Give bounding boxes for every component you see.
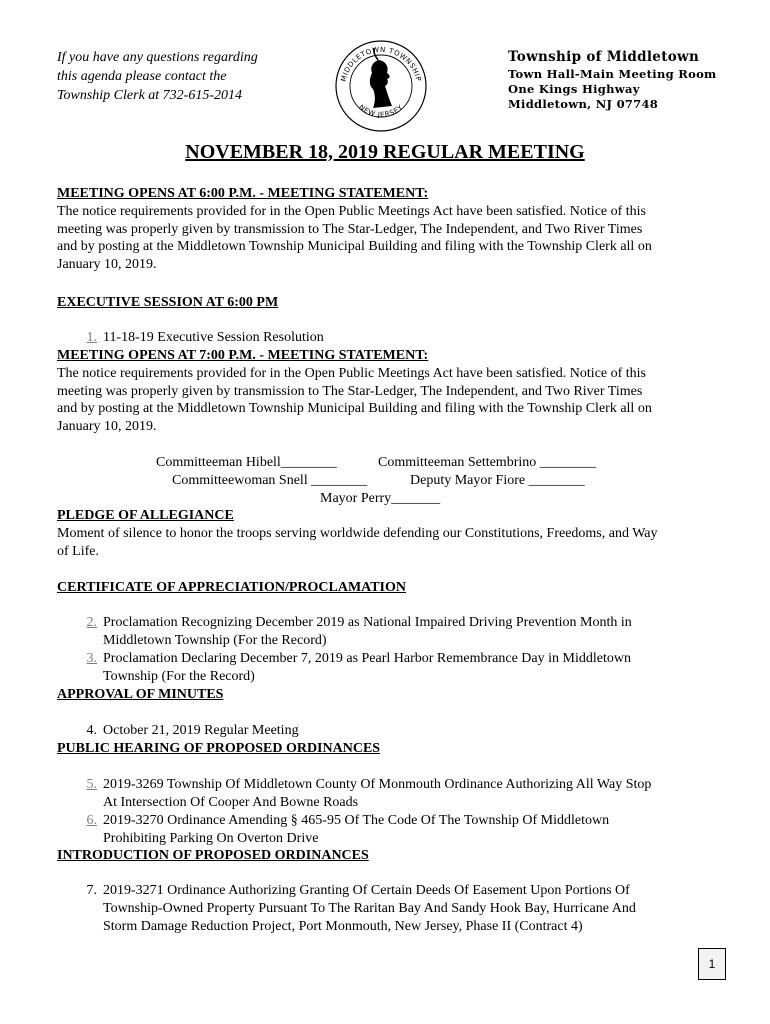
section-heading: MEETING OPENS AT 7:00 P.M. - MEETING STATEMENT: xyxy=(57,348,429,363)
meeting-title: NOVEMBER 18, 2019 REGULAR MEETING xyxy=(185,141,585,163)
statement-line: The notice requirements provided for in the Open Public Meetings Act have been satisfied. Notice of this xyxy=(57,203,647,219)
section-heading: INTRODUCTION OF PROPOSED ORDINANCES xyxy=(57,848,369,863)
roll-call-hibell: Committeeman Hibell________ xyxy=(156,455,337,470)
agenda-item-number[interactable]: 2. xyxy=(86,615,97,630)
page-number-badge xyxy=(698,948,726,980)
address-line: Town Hall-Main Meeting Room xyxy=(508,67,717,81)
seal-bottom-text: NEW JERSEY xyxy=(357,103,405,119)
agenda-item-number[interactable]: 1. xyxy=(86,330,97,345)
statement-line: meeting was properly given by transmission to The Star-Ledger, The Independent, and Two River Times xyxy=(57,221,643,237)
roll-call-settembrino: Committeeman Settembrino ________ xyxy=(378,455,596,470)
roll-call-row xyxy=(0,490,770,508)
agenda-item-text: Prohibiting Parking On Overton Drive xyxy=(103,830,319,846)
section-heading: APPROVAL OF MINUTES xyxy=(57,687,224,702)
pledge-line: Moment of silence to honor the troops serving worldwide defending our Constitutions, Freedoms, and Way xyxy=(57,525,658,541)
roll-call-perry: Mayor Perry_______ xyxy=(320,491,441,506)
page-number: 1 xyxy=(708,957,716,971)
roll-call-fiore: Deputy Mayor Fiore ________ xyxy=(410,473,585,488)
agenda-item-text: At Intersection Of Cooper And Bowne Roads xyxy=(103,794,359,810)
executive-session xyxy=(57,294,727,312)
agenda-item-text: Township (For the Record) xyxy=(103,668,255,684)
agenda-item-text: Storm Damage Reduction Project, Port Monmouth, New Jersey, Phase II (Contract 4) xyxy=(103,918,583,934)
roll-call-row xyxy=(0,472,770,490)
section-heading: PLEDGE OF ALLEGIANCE xyxy=(57,508,234,523)
agenda-item-text: 2019-3270 Ordinance Amending § 465-95 Of The Code Of The Township Of Middletown xyxy=(103,813,610,828)
roll-call-row xyxy=(0,454,770,472)
section-heading: MEETING OPENS AT 6:00 P.M. - MEETING STATEMENT: xyxy=(57,186,429,201)
contact-line: Township Clerk at 732-615-2014 xyxy=(57,88,242,103)
agenda-item-text: Township-Owned Property Pursuant To The Raritan Bay And Sandy Hook Bay, Hurricane And xyxy=(103,900,636,916)
township-address-block xyxy=(508,48,758,112)
section-heading: CERTIFICATE OF APPRECIATION/PROCLAMATION xyxy=(57,580,407,595)
statement-line: January 10, 2019. xyxy=(57,419,157,435)
certificate-section xyxy=(57,579,727,597)
statement-line: January 10, 2019. xyxy=(57,257,157,273)
address-line: Middletown, NJ 07748 xyxy=(508,97,659,111)
agenda-item-number[interactable]: 3. xyxy=(86,651,97,666)
agenda-item-text: Proclamation Recognizing December 2019 as National Impaired Driving Prevention Month in xyxy=(103,615,632,630)
contact-note xyxy=(57,48,327,105)
agenda-item-text: 2019-3271 Ordinance Authorizing Granting Of Certain Deeds Of Easement Upon Portions Of xyxy=(103,883,630,898)
public-hearing-section xyxy=(57,740,727,758)
introduction-section xyxy=(57,847,727,865)
agenda-item-number: 7. xyxy=(86,883,97,898)
statement-line: and by posting at the Middletown Township Municipal Building and filing with the Township Clerk all on xyxy=(57,401,652,417)
statement-line: The notice requirements provided for in the Open Public Meetings Act have been satisfied. Notice of this xyxy=(57,365,647,381)
minutes-section xyxy=(57,686,727,704)
township-name: Township of Middletown xyxy=(508,49,700,65)
pledge-section xyxy=(57,507,727,560)
section-heading: PUBLIC HEARING OF PROPOSED ORDINANCES xyxy=(57,741,381,756)
township-seal-logo xyxy=(329,36,433,136)
page-title xyxy=(0,140,770,164)
meeting-statement-600 xyxy=(57,185,727,274)
statement-line: and by posting at the Middletown Township Municipal Building and filing with the Township Clerk all on xyxy=(57,239,652,255)
seal-profile-icon xyxy=(370,60,392,108)
agenda-item-text: October 21, 2019 Regular Meeting xyxy=(103,723,299,738)
agenda-item-text: Proclamation Declaring December 7, 2019 as Pearl Harbor Remembrance Day in Middletown xyxy=(103,651,631,666)
agenda-item-number: 4. xyxy=(86,723,97,738)
agenda-item-text: 2019-3269 Township Of Middletown County Of Monmouth Ordinance Authorizing All Way Stop xyxy=(103,777,652,792)
address-line: One Kings Highway xyxy=(508,82,640,96)
agenda-item-number[interactable]: 5. xyxy=(86,777,97,792)
agenda-item-text: Middletown Township (For the Record) xyxy=(103,632,327,648)
pledge-line: of Life. xyxy=(57,543,99,559)
agenda-item-number[interactable]: 6. xyxy=(86,813,97,828)
statement-line: meeting was properly given by transmission to The Star-Ledger, The Independent, and Two River Times xyxy=(57,383,643,399)
roll-call-snell: Committeewoman Snell ________ xyxy=(172,473,368,488)
contact-line: If you have any questions regarding xyxy=(57,50,258,65)
agenda-item-text: 11-18-19 Executive Session Resolution xyxy=(103,330,324,345)
contact-line: this agenda please contact the xyxy=(57,69,227,84)
section-heading: EXECUTIVE SESSION AT 6:00 PM xyxy=(57,295,279,310)
meeting-statement-700 xyxy=(57,347,727,436)
seal-top-text: MIDDLETOWN TOWNSHIP xyxy=(339,45,423,83)
